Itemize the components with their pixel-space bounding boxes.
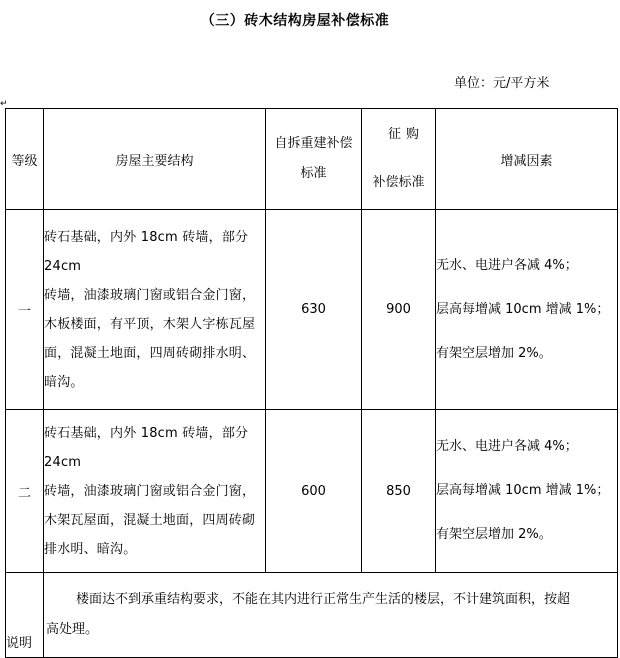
structure-line: 木架瓦屋面，混凝土地面，四周砖砌: [44, 512, 256, 528]
factor-item: 层高每增减 10cm 增减 1%；: [436, 301, 610, 317]
header-self-rebuild-line1: 自拆重建补偿: [274, 136, 353, 151]
structure-line: 面，混凝土地面，四周砖砌排水明、: [44, 345, 256, 361]
note-line: 高处理。: [46, 622, 99, 637]
row-factors: [436, 410, 618, 573]
header-grade: 等级: [6, 109, 44, 210]
row-structure: [44, 210, 266, 410]
note-line: 楼面达不到承重结构要求，不能在其内进行正常生产生活的楼层，不计建筑面积，按超: [76, 592, 571, 607]
structure-line: 砖墙，油漆玻璃门窗或铝合金门窗，: [44, 483, 256, 499]
row-structure: [44, 410, 266, 573]
factor-item: 有架空层增加 2%。: [436, 527, 552, 542]
header-acquire: [362, 109, 436, 210]
paragraph-mark-icon: ↵: [0, 99, 8, 109]
header-acquire-char2: 购: [405, 127, 419, 142]
row-self-rebuild-value: 630: [266, 210, 362, 410]
structure-line: 砖石基础，内外 18cm 砖墙，部分 24cm: [44, 229, 249, 274]
structure-line: 砖墙，油漆玻璃门窗或铝合金门窗，: [44, 287, 256, 303]
compensation-table: [5, 108, 618, 658]
header-self-rebuild: [266, 109, 362, 210]
header-factors: 增减因素: [436, 109, 618, 210]
factor-item: 有架空层增加 2%。: [436, 345, 552, 361]
structure-line: 排水明、暗沟。: [44, 541, 137, 557]
header-acquire-char1: 征: [388, 127, 402, 142]
row-acquire-value: 850: [362, 410, 436, 573]
row-acquire-value: 900: [362, 210, 436, 410]
note-row: [6, 573, 618, 658]
row-grade: 二: [6, 410, 44, 573]
structure-line: 木板楼面，有平顶，木架人字栋瓦屋: [44, 316, 256, 332]
note-text: [44, 573, 618, 658]
note-label: 说明: [6, 573, 44, 658]
unit-label: 单位：元/平方米: [454, 76, 550, 91]
row-self-rebuild-value: 600: [266, 410, 362, 573]
factor-item: 无水、电进户各减 4%；: [436, 439, 578, 454]
header-row: [6, 109, 618, 210]
table-row: [6, 210, 618, 410]
document-title: （三）砖木结构房屋补偿标准: [200, 13, 390, 29]
header-self-rebuild-line2: 标准: [300, 166, 327, 181]
structure-line: 暗沟。: [44, 374, 84, 390]
structure-line: 砖石基础，内外 18cm 砖墙，部分 24cm: [44, 425, 249, 470]
header-structure: 房屋主要结构: [44, 109, 266, 210]
row-factors: [436, 210, 618, 410]
table-row: [6, 410, 618, 573]
row-grade: 一: [6, 210, 44, 410]
header-acquire-line2: 补偿标准: [372, 175, 425, 190]
factor-item: 无水、电进户各减 4%；: [436, 257, 578, 273]
factor-item: 层高每增减 10cm 增减 1%；: [436, 483, 610, 498]
